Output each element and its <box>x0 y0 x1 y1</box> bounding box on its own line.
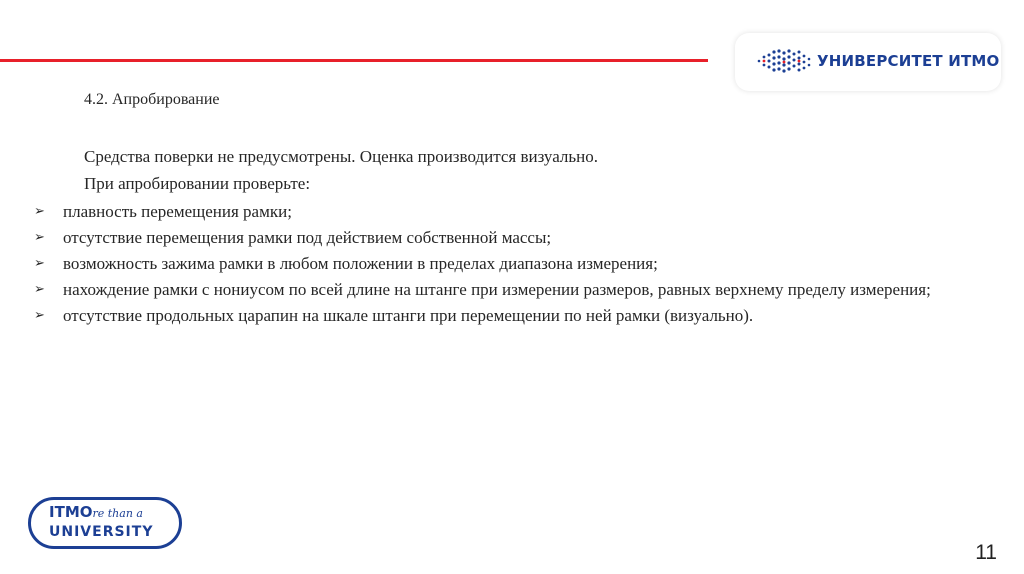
list-item-text: нахождение рамки с нониусом по всей длине на штанге при измерении размеров, равных верхнему пределу измерения; <box>63 280 931 299</box>
arrow-bullet-icon: ➢ <box>34 282 45 297</box>
paragraph-check-intro: При апробировании проверьте: <box>84 174 311 193</box>
badge-top-line <box>49 503 143 521</box>
list-item <box>34 303 982 329</box>
logo-text: УНИВЕРСИТЕТ ИТМО <box>817 52 1000 70</box>
list-item-text: плавность перемещения рамки; <box>63 202 292 221</box>
list-item <box>34 199 982 225</box>
arrow-bullet-icon: ➢ <box>34 256 45 271</box>
arrow-bullet-icon: ➢ <box>34 308 45 323</box>
check-list <box>34 199 982 329</box>
list-item-text: отсутствие перемещения рамки под действием собственной массы; <box>63 228 552 247</box>
list-item <box>34 251 982 277</box>
badge-university: UNIVERSITY <box>49 524 154 540</box>
arrow-bullet-icon: ➢ <box>34 204 45 219</box>
itmo-dots-icon <box>757 48 813 74</box>
page-number: 11 <box>975 541 997 564</box>
section-heading: 4.2. Апробирование <box>84 91 220 108</box>
list-item <box>34 225 982 251</box>
paragraph-verification: Средства поверки не предусмотрены. Оценка производится визуально. <box>84 147 598 166</box>
list-item-text: отсутствие продольных царапин на шкале штанги при перемещении по ней рамки (визуально). <box>63 306 754 325</box>
itmo-logo <box>735 33 1001 91</box>
badge-brand: ITMO <box>49 503 93 521</box>
arrow-bullet-icon: ➢ <box>34 230 45 245</box>
list-item-text: возможность зажима рамки в любом положении в пределах диапазона измерения; <box>63 254 658 273</box>
list-item <box>34 277 982 303</box>
itmo-more-than-university-logo <box>28 497 182 549</box>
header-divider <box>0 59 708 62</box>
badge-tagline: re than a <box>92 507 143 520</box>
